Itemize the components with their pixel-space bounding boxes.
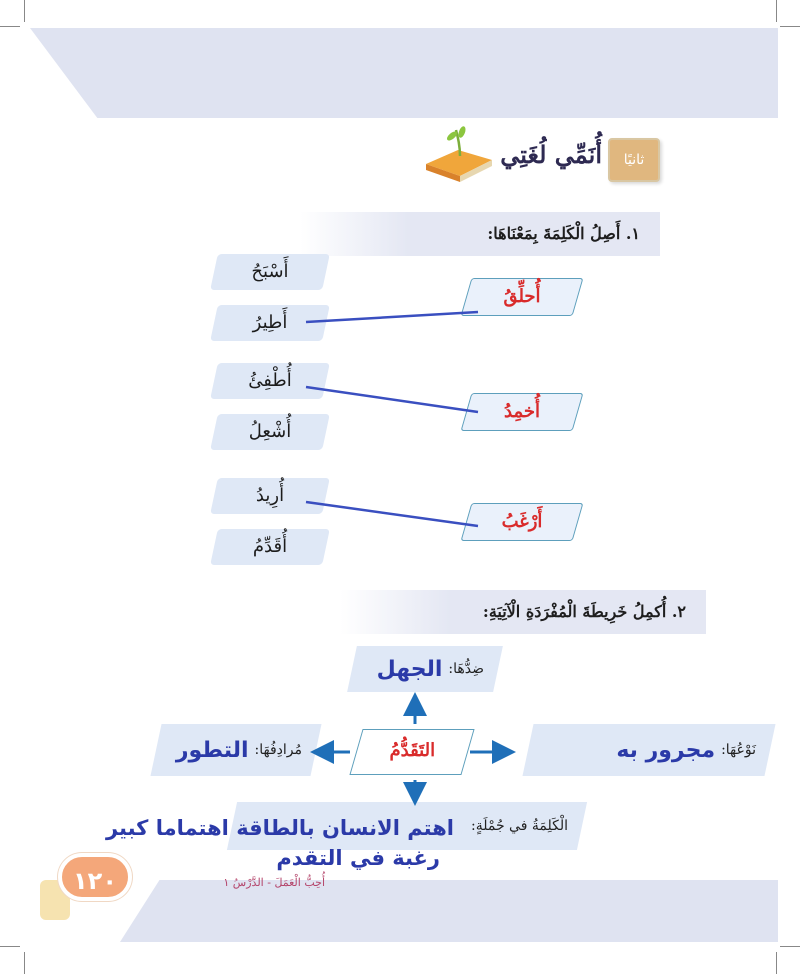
- header-band: [30, 28, 778, 118]
- target-word-text: أُحلِّقُ: [503, 286, 541, 307]
- target-word-box[interactable]: [461, 393, 584, 431]
- option-text: أُقَدِّمُ: [252, 536, 288, 557]
- crop-mark: [0, 946, 20, 947]
- footer-band: [120, 880, 778, 942]
- lesson-footer: أُحِبُّ الْعَمَلَ - الدَّرْسُ ١: [223, 876, 325, 889]
- target-word-box[interactable]: [461, 503, 584, 541]
- opposite-box[interactable]: [347, 646, 503, 692]
- opposite-answer: الجهل: [376, 656, 443, 682]
- option-box[interactable]: [210, 305, 330, 341]
- option-box[interactable]: [210, 414, 330, 450]
- crop-mark: [780, 26, 800, 27]
- sentence-label: الْكَلِمَةُ في جُمْلَةٍ:: [471, 818, 568, 834]
- crop-mark: [776, 0, 777, 22]
- option-box[interactable]: [210, 529, 330, 565]
- match-line: [306, 312, 478, 322]
- target-word-text: أُخمِدُ: [504, 401, 540, 422]
- match-line: [306, 387, 478, 412]
- type-box[interactable]: [522, 724, 775, 776]
- option-text: أُشْعِلُ: [248, 421, 292, 442]
- book-with-sprout-icon: [420, 120, 496, 186]
- crop-mark: [776, 952, 777, 974]
- option-text: أَطِيرُ: [252, 312, 288, 333]
- type-answer: مجرور به: [616, 737, 716, 763]
- option-text: أُرِيدُ: [255, 485, 285, 506]
- target-word-box[interactable]: [461, 278, 584, 316]
- match-line: [306, 502, 478, 526]
- crop-mark: [780, 946, 800, 947]
- opposite-label: ضِدُّهَا:: [448, 661, 484, 677]
- option-box[interactable]: [210, 363, 330, 399]
- synonym-box[interactable]: [150, 724, 321, 776]
- synonym-answer: التطور: [175, 737, 249, 763]
- exercise1-instruction: ١. أَصِلُ الْكَلِمَةَ بِمَعْنَاهَا:: [300, 212, 660, 256]
- crop-mark: [24, 0, 25, 22]
- crop-mark: [24, 952, 25, 974]
- page-number: ١٢٠: [58, 853, 132, 901]
- center-word-box: [349, 729, 474, 775]
- section-title: أُنَمِّي لُغَتِي: [500, 140, 602, 169]
- target-word-text: أَرْغَبُ: [501, 511, 543, 532]
- synonym-label: مُرادِفُهَا:: [254, 742, 302, 758]
- option-box[interactable]: [210, 478, 330, 514]
- option-text: أَسْبَحُ: [251, 261, 289, 282]
- type-label: نَوْعُهَا:: [721, 742, 756, 758]
- center-word: التَقَدُّمُ: [389, 740, 436, 761]
- section-tag: ثانيًا: [608, 138, 660, 182]
- option-text: أُطْفِئُ: [248, 370, 292, 391]
- option-box[interactable]: [210, 254, 330, 290]
- crop-mark: [0, 26, 20, 27]
- sentence-answer-line2: رغبة في التقدم: [276, 846, 440, 870]
- sentence-answer-line1: اهتم الانسان بالطاقة اهتماما كبير: [105, 816, 454, 840]
- exercise2-instruction: ٢. أُكمِلُ خَرِيطَةَ الْمُفْرَدَةِ الْآتِيَةِ:: [340, 590, 706, 634]
